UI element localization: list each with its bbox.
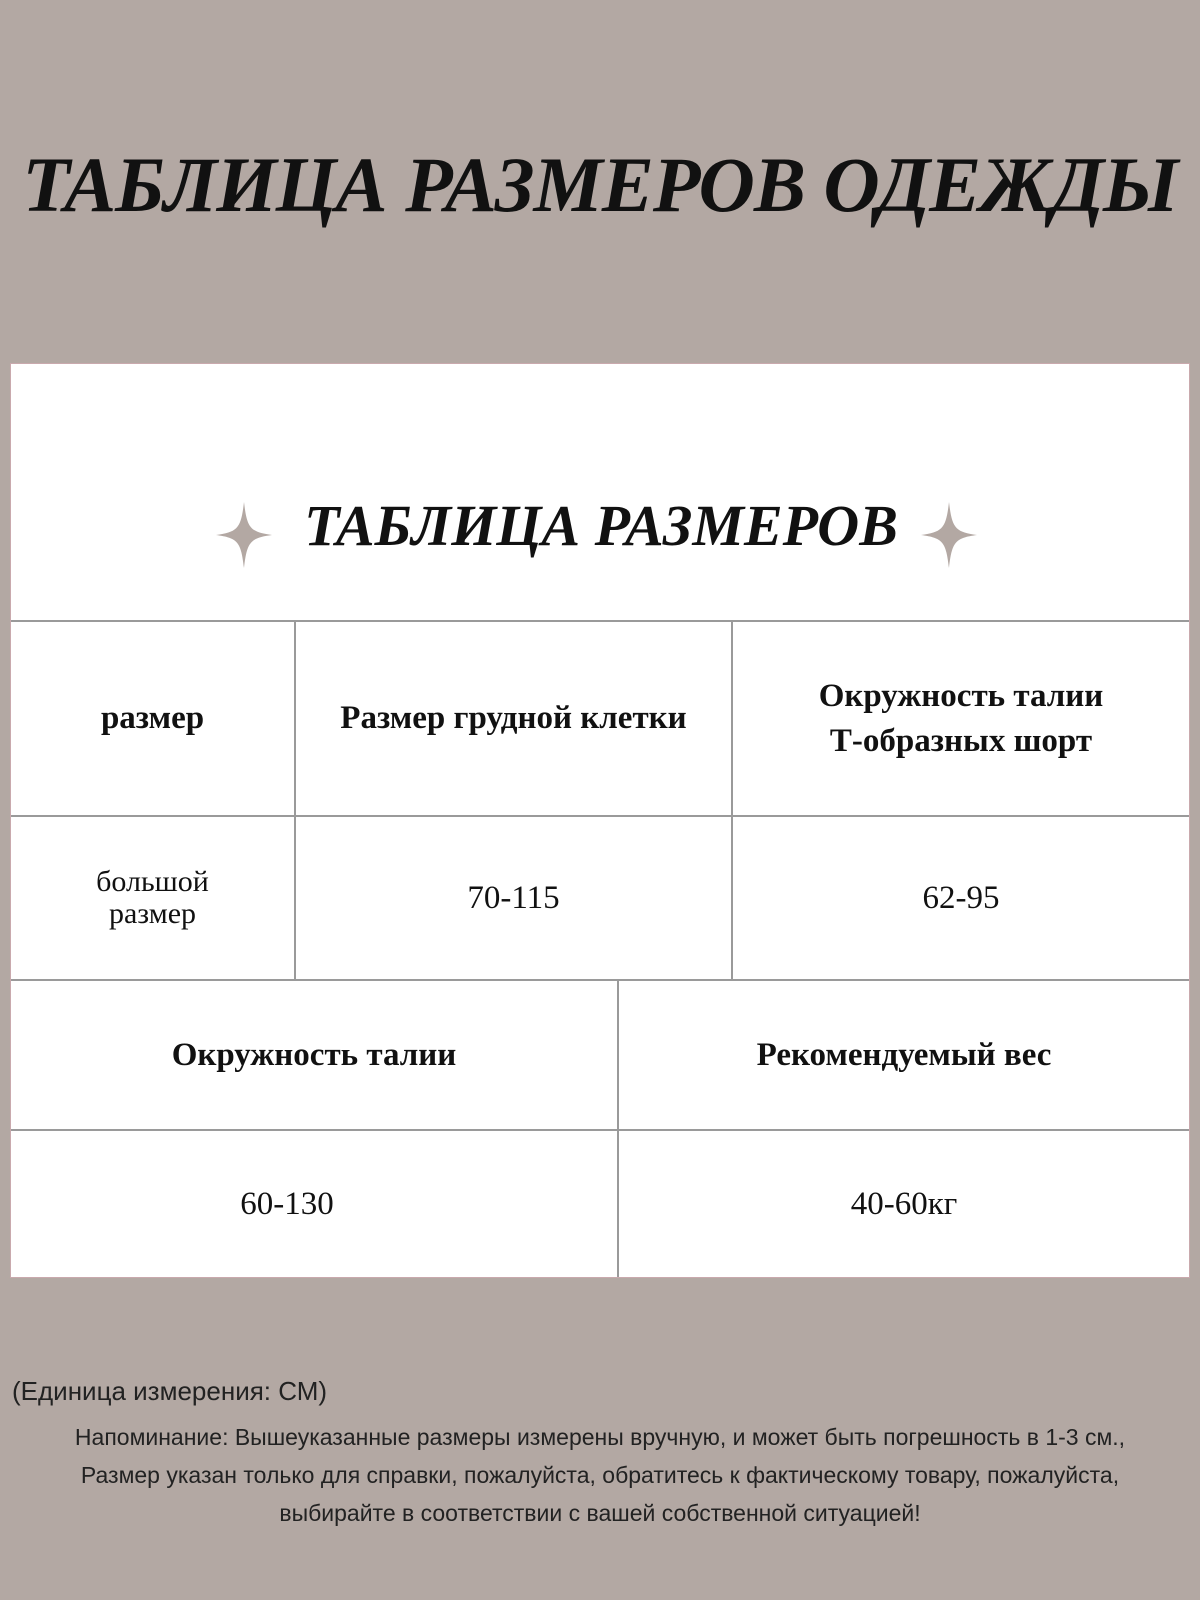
card-title: ТАБЛИЦА РАЗМЕРОВ xyxy=(304,493,898,558)
header-shorts-waist xyxy=(733,622,1189,815)
header-weight-label: Рекомендуемый вес xyxy=(756,1036,1052,1073)
reminder-note xyxy=(0,1418,1200,1532)
cell-size xyxy=(11,817,294,979)
cell-waist xyxy=(11,1131,563,1277)
unit-note: (Единица измерения: СМ) xyxy=(12,1376,328,1406)
reminder-line: Размер указан только для справки, пожалуйста, обратитесь к фактическому товару, пожалуйста, xyxy=(80,1462,1120,1488)
cell-weight xyxy=(619,1131,1189,1277)
page-title: ТАБЛИЦА РАЗМЕРОВ ОДЕЖДЫ xyxy=(22,141,1178,228)
sparkle-icon xyxy=(921,502,977,568)
header-waist-label: Окружность талии xyxy=(171,1036,457,1073)
cell-chest-value: 70-115 xyxy=(467,880,560,916)
header-size xyxy=(11,622,294,815)
cell-shorts-waist-value: 62-95 xyxy=(922,880,1000,916)
reminder-line: Напоминание: Вышеуказанные размеры измерены вручную, и может быть погрешность в 1-3 см., xyxy=(74,1424,1126,1450)
header-chest xyxy=(296,622,731,815)
header-shorts-waist-line2: Т-образных шорт xyxy=(829,722,1093,759)
header-shorts-waist-line1: Окружность талии xyxy=(818,677,1104,714)
cell-weight-value: 40-60кг xyxy=(850,1186,958,1222)
size-table-card xyxy=(10,363,1190,1278)
header-size-label: размер xyxy=(100,700,205,736)
cell-shorts-waist xyxy=(733,817,1189,979)
reminder-line: выбирайте в соответствии с вашей собственной ситуацией! xyxy=(279,1500,921,1526)
cell-size-line2: размер xyxy=(108,897,197,930)
cell-waist-value: 60-130 xyxy=(240,1186,334,1222)
header-weight xyxy=(619,981,1189,1129)
cell-chest xyxy=(296,817,731,979)
card-header xyxy=(11,364,1191,621)
header-waist xyxy=(11,981,617,1129)
cell-size-line1: большой xyxy=(96,865,209,898)
header-chest-label: Размер грудной клетки xyxy=(340,700,687,736)
